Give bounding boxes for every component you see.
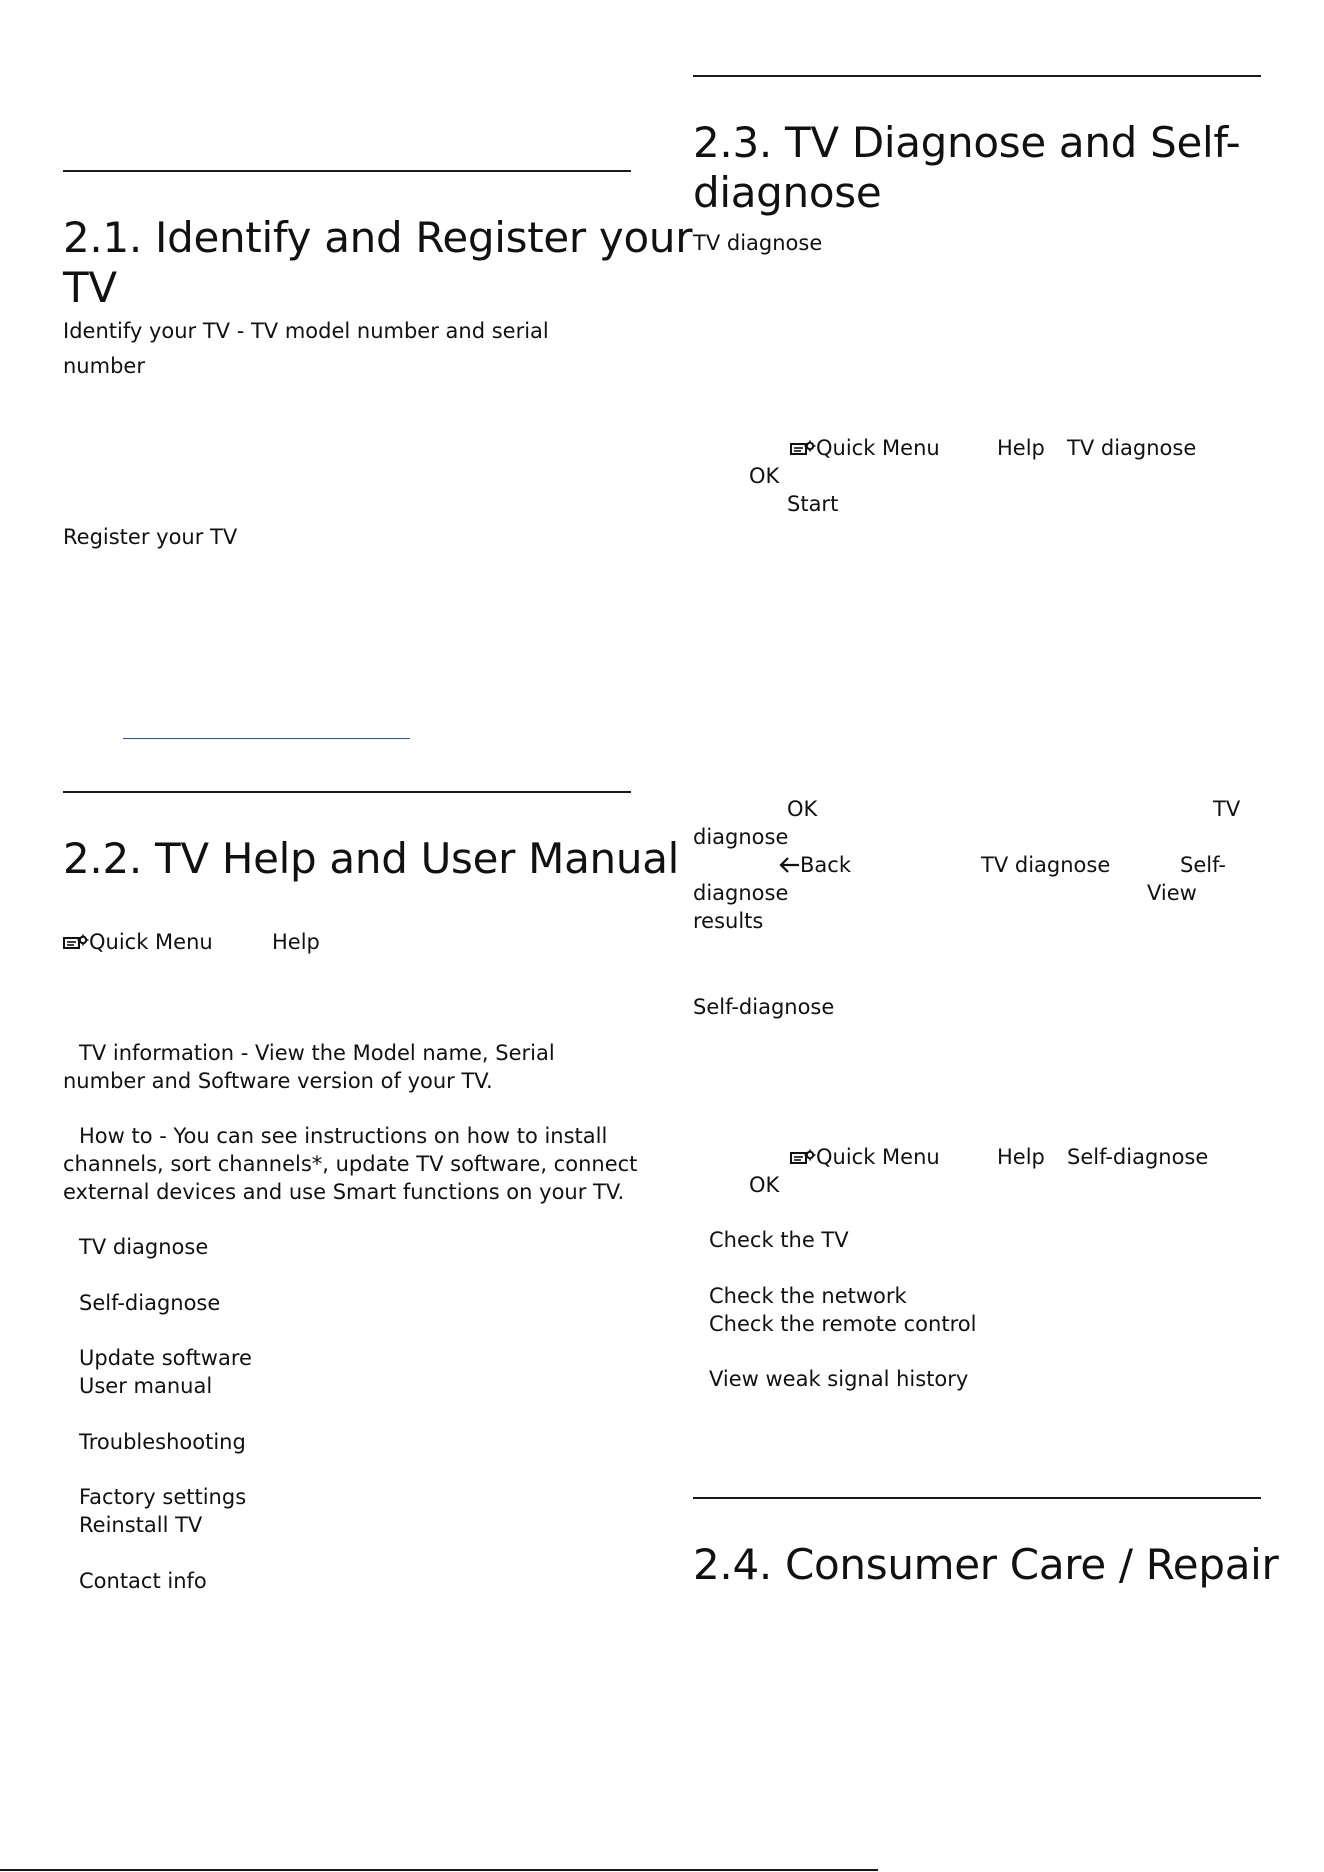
quick-menu-icon [63, 934, 89, 950]
self-diagnose-check-network: Check the network [709, 1284, 907, 1308]
section-rule-2-4 [693, 1497, 1261, 1499]
heading-2-3-line2: diagnose [693, 168, 882, 217]
help-how-to-line1: How to - You can see instructions on how to install [79, 1124, 608, 1148]
self-diagnose-step-ok: OK [749, 1173, 780, 1197]
heading-2-4: 2.4. Consumer Care / Repair [693, 1540, 1279, 1589]
section-rule-2-3 [693, 75, 1261, 77]
help-label: Help [272, 930, 320, 954]
tv-diagnose-step-ok: OK [749, 464, 780, 488]
self-diagnose-step-self-diagnose: Self-diagnose [1067, 1145, 1209, 1169]
subheading-self-diagnose: Self-diagnose [693, 995, 835, 1019]
tv-diagnose-step-quick-menu [790, 434, 940, 462]
quick-menu-icon [790, 440, 816, 456]
self-diagnose-weak-signal: View weak signal history [709, 1367, 969, 1391]
section-rule-2-1 [63, 170, 631, 172]
tv-diagnose-result-view: View [1147, 881, 1197, 905]
tv-diagnose-result-ok: OK [787, 797, 818, 821]
subheading-tv-diagnose: TV diagnose [693, 231, 823, 255]
heading-2-1 [63, 213, 692, 313]
self-diagnose-check-tv: Check the TV [709, 1228, 849, 1252]
help-menu-path [63, 928, 213, 956]
section-rule-2-2 [63, 791, 631, 793]
heading-2-2: 2.2. TV Help and User Manual [63, 834, 680, 883]
help-item-troubleshooting: Troubleshooting [79, 1430, 246, 1454]
help-tv-information-line2: number and Software version of your TV. [63, 1069, 493, 1093]
tv-diagnose-result-tv: TV [1213, 797, 1241, 821]
tv-diagnose-result-tv-diagnose: TV diagnose [981, 853, 1111, 877]
help-item-contact-info: Contact info [79, 1569, 207, 1593]
quick-menu-label: Quick Menu [89, 930, 213, 954]
tv-diagnose-result-results: results [693, 909, 764, 933]
tv-diagnose-result-back [778, 851, 851, 879]
tv-diagnose-step-help: Help [997, 436, 1045, 460]
back-arrow-icon [778, 856, 800, 874]
tv-diagnose-result-diagnose: diagnose [693, 825, 789, 849]
footer-rule [0, 1869, 878, 1871]
help-item-tv-diagnose: TV diagnose [79, 1235, 209, 1259]
tv-diagnose-result-diagnose2: diagnose [693, 881, 789, 905]
self-diagnose-step-help: Help [997, 1145, 1045, 1169]
help-item-reinstall-tv: Reinstall TV [79, 1513, 203, 1537]
help-item-update-software: Update software [79, 1346, 252, 1370]
help-tv-information-line1: TV information - View the Model name, Serial [79, 1041, 555, 1065]
heading-2-3 [693, 118, 1240, 218]
help-how-to-line2: channels, sort channels*, update TV software, connect [63, 1152, 638, 1176]
tv-diagnose-result-self: Self- [1180, 853, 1226, 877]
help-how-to-line3: external devices and use Smart functions on your TV. [63, 1180, 625, 1204]
tv-diagnose-step-start: Start [787, 492, 839, 516]
quick-menu-label: Quick Menu [816, 1145, 940, 1169]
self-diagnose-check-remote: Check the remote control [709, 1312, 977, 1336]
heading-2-1-line1: 2.1. Identify and Register your [63, 213, 693, 262]
help-item-self-diagnose: Self-diagnose [79, 1291, 221, 1315]
help-item-user-manual: User manual [79, 1374, 213, 1398]
quick-menu-icon [790, 1149, 816, 1165]
help-item-factory-settings: Factory settings [79, 1485, 247, 1509]
subheading-identify-line1: Identify your TV - TV model number and serial [63, 319, 549, 343]
back-label: Back [800, 853, 851, 877]
heading-2-3-line1: 2.3. TV Diagnose and Self- [693, 118, 1241, 167]
self-diagnose-step-quick-menu [790, 1143, 940, 1171]
heading-2-1-line2: TV [63, 263, 117, 312]
tv-diagnose-step-tv-diagnose: TV diagnose [1067, 436, 1197, 460]
subheading-identify-line2: number [63, 354, 145, 378]
quick-menu-label: Quick Menu [816, 436, 940, 460]
subheading-register: Register your TV [63, 525, 238, 549]
website-link[interactable] [123, 738, 410, 739]
